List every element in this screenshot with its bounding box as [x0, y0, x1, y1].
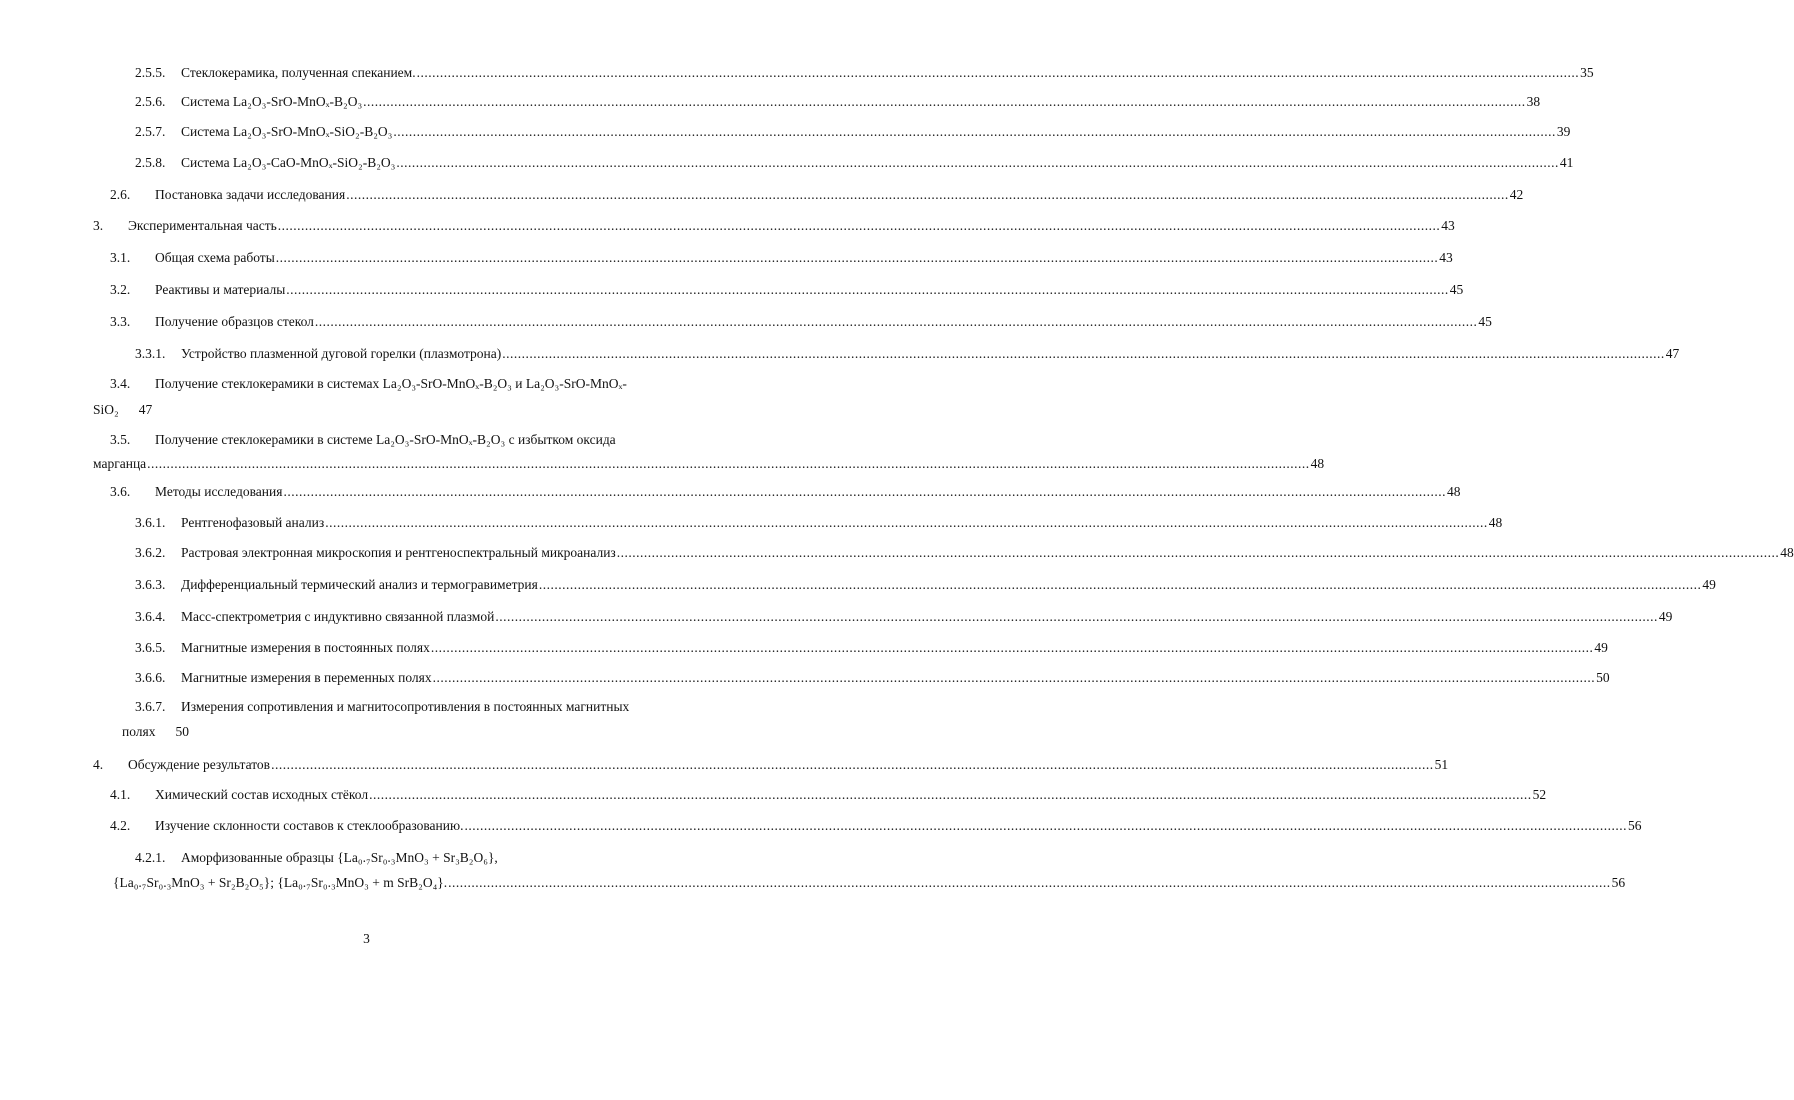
- entry-number: 3.6.: [110, 484, 131, 499]
- entry-page: 56: [1627, 818, 1642, 833]
- entry-number: 3.6.1.: [135, 515, 166, 530]
- entry-number: 3.6.2.: [135, 545, 166, 560]
- entry-number: 2.5.5.: [135, 65, 166, 80]
- dot-leader: ............................................................................................................................................................................................................................................................................................................: [502, 346, 1665, 361]
- dot-leader: ............................................................................................................................................................................................................................................................................................................: [430, 640, 1594, 655]
- page-number: 3: [363, 931, 370, 946]
- entry-page: 38: [1526, 94, 1541, 109]
- dot-leader: ............................................................................................................................................................................................................................................................................................................: [271, 757, 1434, 772]
- toc-entry[interactable]: [135, 608, 1673, 626]
- toc-entry-continuation: [93, 401, 685, 419]
- dot-leader: ............................................................................................................................................................................................................................................................................................................: [448, 875, 1611, 890]
- entry-title-continuation: {La₀.₇Sr₀.₃MnO₃ + Sr₂B₂O₅}; {La₀.₇Sr₀.₃MnO₃ + m SrB₂O₄}.: [113, 875, 448, 890]
- entry-page: 50: [175, 724, 189, 739]
- dot-leader: ............................................................................................................................................................................................................................................................................................................: [283, 484, 1446, 499]
- entry-number: 3.6.5.: [135, 640, 166, 655]
- entry-page: 43: [1439, 250, 1453, 265]
- toc-entry-continuation: [113, 874, 1626, 892]
- entry-number: 4.2.1.: [135, 850, 166, 865]
- toc-entry-continuation: [122, 723, 685, 741]
- entry-page: 39: [1556, 124, 1571, 139]
- toc-entry[interactable]: [110, 483, 1461, 501]
- dot-leader: ............................................................................................................................................................................................................................................................................................................: [314, 314, 1478, 329]
- entry-page: 43: [1441, 218, 1455, 233]
- toc-entry[interactable]: [110, 431, 685, 449]
- toc-entry[interactable]: [135, 514, 1503, 532]
- dot-leader: ............................................................................................................................................................................................................................................................................................................: [325, 515, 1488, 530]
- entry-title: Получение стеклокерамики в системе La₂O₃-SrO-MnOₓ-B₂O₃ с избытком оксида: [155, 432, 616, 447]
- entry-number: 3.6.7.: [135, 699, 166, 714]
- toc-entry[interactable]: [135, 639, 1608, 657]
- entry-title: Получение стеклокерамики в системах La₂O₃-SrO-MnOₓ-B₂O₃ и La₂O₃-SrO-MnOₓ-: [155, 376, 627, 391]
- toc-entry[interactable]: [135, 576, 1716, 594]
- entry-title: Постановка задачи исследования: [155, 187, 346, 202]
- entry-page: 48: [1488, 515, 1503, 530]
- entry-number: 3.1.: [110, 250, 131, 265]
- dot-leader: ............................................................................................................................................................................................................................................................................................................: [416, 65, 1580, 80]
- dot-leader: ............................................................................................................................................................................................................................................................................................................: [369, 787, 1532, 802]
- dot-leader: ............................................................................................................................................................................................................................................................................................................: [495, 609, 1658, 624]
- dot-leader: ............................................................................................................................................................................................................................................................................................................: [286, 282, 1449, 297]
- entry-page: 47: [1665, 346, 1680, 361]
- entry-page: 51: [1434, 757, 1449, 772]
- entry-title: Дифференциальный термический анализ и термогравиметрия: [181, 577, 538, 592]
- entry-title: Растровая электронная микроскопия и рентгеноспектральный микроанализ: [181, 545, 616, 560]
- dot-leader: ............................................................................................................................................................................................................................................................................................................: [396, 155, 1559, 170]
- entry-number: 3.4.: [110, 376, 131, 391]
- entry-page: 48: [1310, 456, 1325, 471]
- entry-title: Методы исследования: [155, 484, 283, 499]
- entry-page: 48: [1780, 545, 1794, 560]
- toc-entry[interactable]: [135, 345, 1680, 363]
- entry-number: 4.2.: [110, 818, 131, 833]
- entry-title: Химический состав исходных стёкол: [155, 787, 369, 802]
- entry-title: Реактивы и материалы: [155, 282, 286, 297]
- entry-number: 2.6.: [110, 187, 131, 202]
- dot-leader: ............................................................................................................................................................................................................................................................................................................: [393, 124, 1556, 139]
- entry-title: Измерения сопротивления и магнитосопротивления в постоянных магнитных: [181, 699, 630, 714]
- entry-title: Магнитные измерения в постоянных полях: [181, 640, 430, 655]
- dot-leader: ............................................................................................................................................................................................................................................................................................................: [616, 545, 1780, 560]
- entry-title-continuation: марганца: [93, 456, 147, 471]
- entry-title: Получение образцов стекол: [155, 314, 314, 329]
- toc-entry[interactable]: [135, 154, 1574, 172]
- dot-leader: ............................................................................................................................................................................................................................................................................................................: [275, 250, 1439, 265]
- dot-leader: ............................................................................................................................................................................................................................................................................................................: [277, 218, 1441, 233]
- entry-title: Рентгенофазовый анализ: [181, 515, 325, 530]
- toc-entry[interactable]: [110, 281, 1464, 299]
- entry-title: Магнитные измерения в переменных полях: [181, 670, 432, 685]
- toc-entry[interactable]: [110, 186, 1524, 204]
- entry-page: 41: [1559, 155, 1574, 170]
- entry-title-continuation: полях: [122, 724, 156, 739]
- entry-number: 3.: [93, 218, 104, 233]
- entry-title: Изучение склонности составов к стеклообразованию.: [155, 818, 464, 833]
- entry-number: 2.5.6.: [135, 94, 166, 109]
- toc-entry[interactable]: [110, 249, 1453, 267]
- entry-page: 45: [1478, 314, 1492, 329]
- toc-entry[interactable]: [110, 313, 1492, 331]
- toc-entry[interactable]: [135, 64, 1594, 82]
- entry-number: 2.5.7.: [135, 124, 166, 139]
- entry-title: Общая схема работы: [155, 250, 275, 265]
- entry-page: 48: [1446, 484, 1461, 499]
- entry-title: Стеклокерамика, полученная спеканием.: [181, 65, 416, 80]
- toc-entry[interactable]: [110, 786, 1547, 804]
- toc-entry[interactable]: [135, 849, 685, 867]
- toc-entry[interactable]: [110, 817, 1642, 835]
- entry-number: 4.: [93, 757, 104, 772]
- dot-leader: ............................................................................................................................................................................................................................................................................................................: [147, 456, 1310, 471]
- toc-entry-continuation: [93, 455, 1325, 473]
- entry-title: Система La₂O₃-SrO-MnOₓ-SiO₂-B₂O₃: [181, 124, 393, 139]
- entry-number: 3.5.: [110, 432, 131, 447]
- entry-title: Система La₂O₃-CaO-MnOₓ-SiO₂-B₂O₃: [181, 155, 396, 170]
- dot-leader: ............................................................................................................................................................................................................................................................................................................: [432, 670, 1596, 685]
- entry-page: 49: [1702, 577, 1716, 592]
- entry-title: Масс-спектрометрия с индуктивно связанной плазмой: [181, 609, 495, 624]
- toc-entry[interactable]: [93, 756, 1449, 774]
- dot-leader: ............................................................................................................................................................................................................................................................................................................: [538, 577, 1702, 592]
- entry-number: 4.1.: [110, 787, 131, 802]
- entry-page: 49: [1658, 609, 1673, 624]
- toc-entry[interactable]: [110, 375, 685, 393]
- entry-number: 3.3.1.: [135, 346, 166, 361]
- entry-number: 3.6.3.: [135, 577, 166, 592]
- entry-page: 45: [1449, 282, 1464, 297]
- toc-entry[interactable]: [135, 123, 1571, 141]
- dot-leader: ............................................................................................................................................................................................................................................................................................................: [464, 818, 1627, 833]
- entry-title: Аморфизованные образцы {La₀.₇Sr₀.₃MnO₃ + Sr₃B₂O₆},: [181, 850, 498, 865]
- entry-title: Система La₂O₃-SrO-MnOₓ-B₂O₃: [181, 94, 363, 109]
- entry-title: Устройство плазменной дуговой горелки (плазмотрона): [181, 346, 502, 361]
- entry-page: 42: [1509, 187, 1524, 202]
- entry-title-continuation: SiO₂: [93, 402, 119, 417]
- entry-number: 3.3.: [110, 314, 131, 329]
- entry-number: 3.6.4.: [135, 609, 166, 624]
- entry-title: Обсуждение результатов: [128, 757, 271, 772]
- entry-number: 3.2.: [110, 282, 131, 297]
- toc-entry[interactable]: [135, 698, 685, 716]
- entry-page: 52: [1532, 787, 1547, 802]
- entry-page: 50: [1596, 670, 1610, 685]
- toc-entry[interactable]: [135, 669, 1610, 687]
- entry-number: 3.6.6.: [135, 670, 166, 685]
- entry-page: 35: [1580, 65, 1594, 80]
- entry-number: 2.5.8.: [135, 155, 166, 170]
- toc-entry[interactable]: [135, 544, 1794, 562]
- entry-title: Экспериментальная часть: [128, 218, 277, 233]
- entry-page: 49: [1594, 640, 1608, 655]
- dot-leader: ............................................................................................................................................................................................................................................................................................................: [363, 94, 1526, 109]
- entry-page: 47: [138, 402, 153, 417]
- toc-entry[interactable]: [93, 217, 1455, 235]
- toc-entry[interactable]: [135, 93, 1541, 111]
- entry-page: 56: [1611, 875, 1626, 890]
- dot-leader: ............................................................................................................................................................................................................................................................................................................: [346, 187, 1509, 202]
